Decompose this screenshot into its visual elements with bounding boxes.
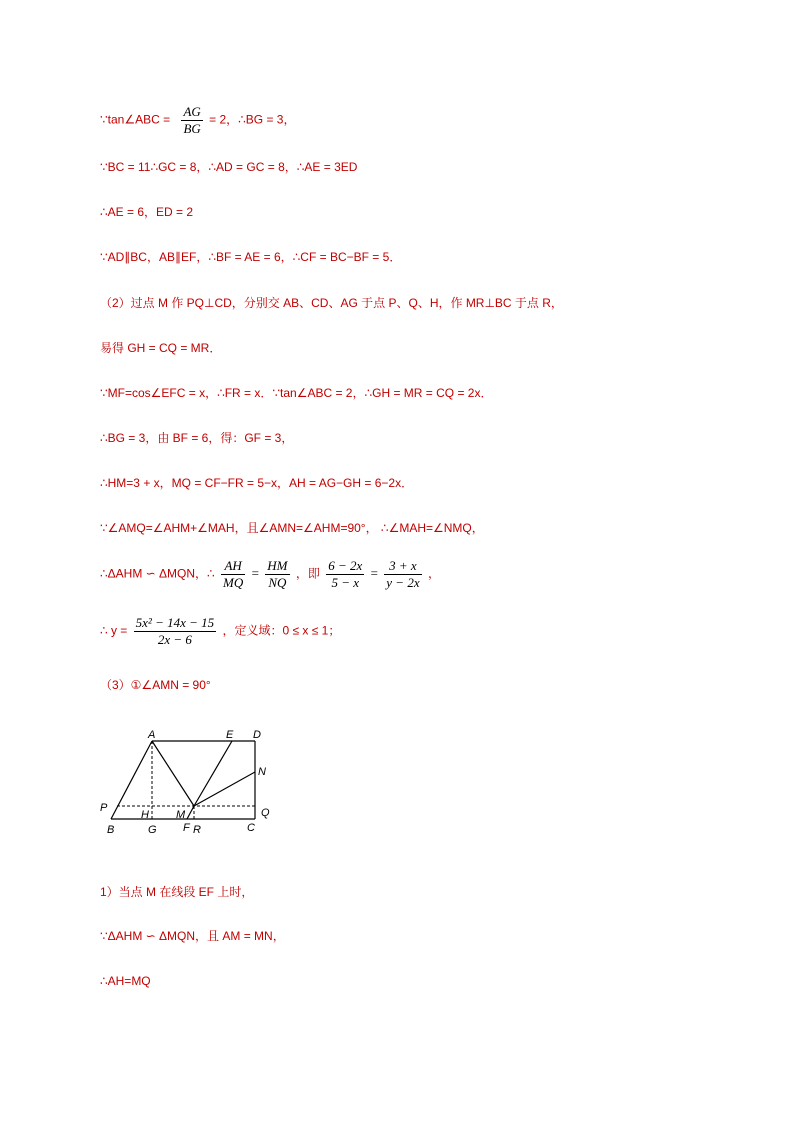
line-1-pre: ∵tan∠ABC = — [100, 112, 171, 127]
fraction-numerator: 3 + x — [384, 558, 421, 575]
label-a: A — [148, 729, 156, 741]
label-d: D — [253, 729, 261, 741]
fraction-numerator: AG — [183, 104, 201, 119]
segment-mn — [194, 772, 255, 806]
segment-ab — [111, 741, 152, 819]
fraction-numerator: AH — [221, 558, 245, 575]
label-q: Q — [261, 807, 270, 819]
label-r: R — [193, 824, 201, 836]
label-b: B — [107, 824, 115, 836]
fraction-denominator: 2x − 6 — [157, 632, 192, 647]
geometry-figure — [95, 725, 285, 840]
label-c: C — [247, 822, 255, 834]
label-n: N — [258, 766, 266, 778]
fraction-denominator: y − 2x — [386, 575, 420, 590]
line-4: ∵AD∥BC，AB∥EF，∴BF = AE = 6，∴CF = BC−BF = 5． — [100, 250, 402, 264]
fraction-6-2x — [326, 558, 364, 591]
fraction-denominator: BG — [183, 121, 201, 136]
line-7: ∵MF=cos∠EFC = x，∴FR = x．∵tan∠ABC = 2，∴GH = MR = CQ = 2x． — [100, 386, 493, 400]
line-2: ∵BC = 11∴GC = 8，∴AD = GC = 8，∴AE = 3ED — [100, 160, 358, 174]
line-14: 1）当点 M 在线段 EF 上时， — [100, 885, 254, 899]
line-1-post: = 2，∴BG = 3， — [209, 112, 296, 127]
line-15: ∵ΔAHM ∽ ΔMQN，且 AM = MN， — [100, 929, 285, 943]
fraction-numerator: 5x² − 14x − 15 — [135, 615, 215, 630]
fraction-3-x — [384, 558, 421, 591]
line-3: ∴AE = 6，ED = 2 — [100, 205, 194, 219]
line-9: ∴HM=3 + x，MQ = CF−FR = 5−x，AH = AG−GH = 6−2x． — [100, 476, 414, 490]
line-11-mid: ，即 — [295, 566, 320, 581]
line-12-post: ，定义域：0 ≤ x ≤ 1； — [222, 623, 341, 638]
segment-mf — [187, 806, 194, 819]
label-m: M — [176, 809, 186, 821]
equals-sign: = — [370, 565, 378, 581]
fraction-numerator: 6 − 2x — [328, 558, 363, 573]
fraction-ag-bg — [181, 104, 202, 137]
line-11-post: ， — [427, 566, 440, 581]
line-11 — [100, 558, 440, 591]
fraction-ah-mq — [221, 558, 245, 591]
segment-am — [152, 741, 194, 806]
fraction-denominator: NQ — [268, 575, 287, 590]
label-p: P — [100, 802, 108, 814]
line-16: ∴AH=MQ — [100, 974, 151, 988]
segment-em — [194, 741, 232, 806]
line-13: （3）①∠AMN = 90° — [100, 678, 211, 692]
label-e: E — [226, 729, 234, 741]
fraction-y-formula — [134, 615, 216, 648]
label-h: H — [141, 809, 149, 821]
equals-sign: = — [251, 565, 259, 581]
fraction-numerator: HM — [267, 558, 288, 573]
label-f: F — [183, 822, 190, 834]
line-12-pre: ∴ y = — [100, 623, 128, 638]
line-11-pre: ∴ΔAHM ∽ ΔMQN，∴ — [100, 566, 215, 581]
fraction-hm-nq — [265, 558, 289, 591]
line-12 — [100, 615, 340, 648]
line-1 — [100, 104, 295, 137]
fraction-denominator: 5 − x — [331, 575, 359, 590]
line-8: ∴BG = 3，由 BF = 6，得：GF = 3， — [100, 431, 294, 445]
line-5: （2）过点 M 作 PQ⊥CD，分别交 AB、CD、AG 于点 P、Q、H，作 MR⊥BC 于点 R， — [100, 296, 563, 310]
line-6: 易得 GH = CQ = MR． — [100, 341, 222, 355]
fraction-denominator: MQ — [223, 575, 244, 590]
line-10: ∵∠AMQ=∠AHM+∠MAH，且∠AMN=∠AHM=90°， ∴∠MAH=∠NMQ， — [100, 521, 484, 535]
label-g: G — [148, 824, 157, 836]
